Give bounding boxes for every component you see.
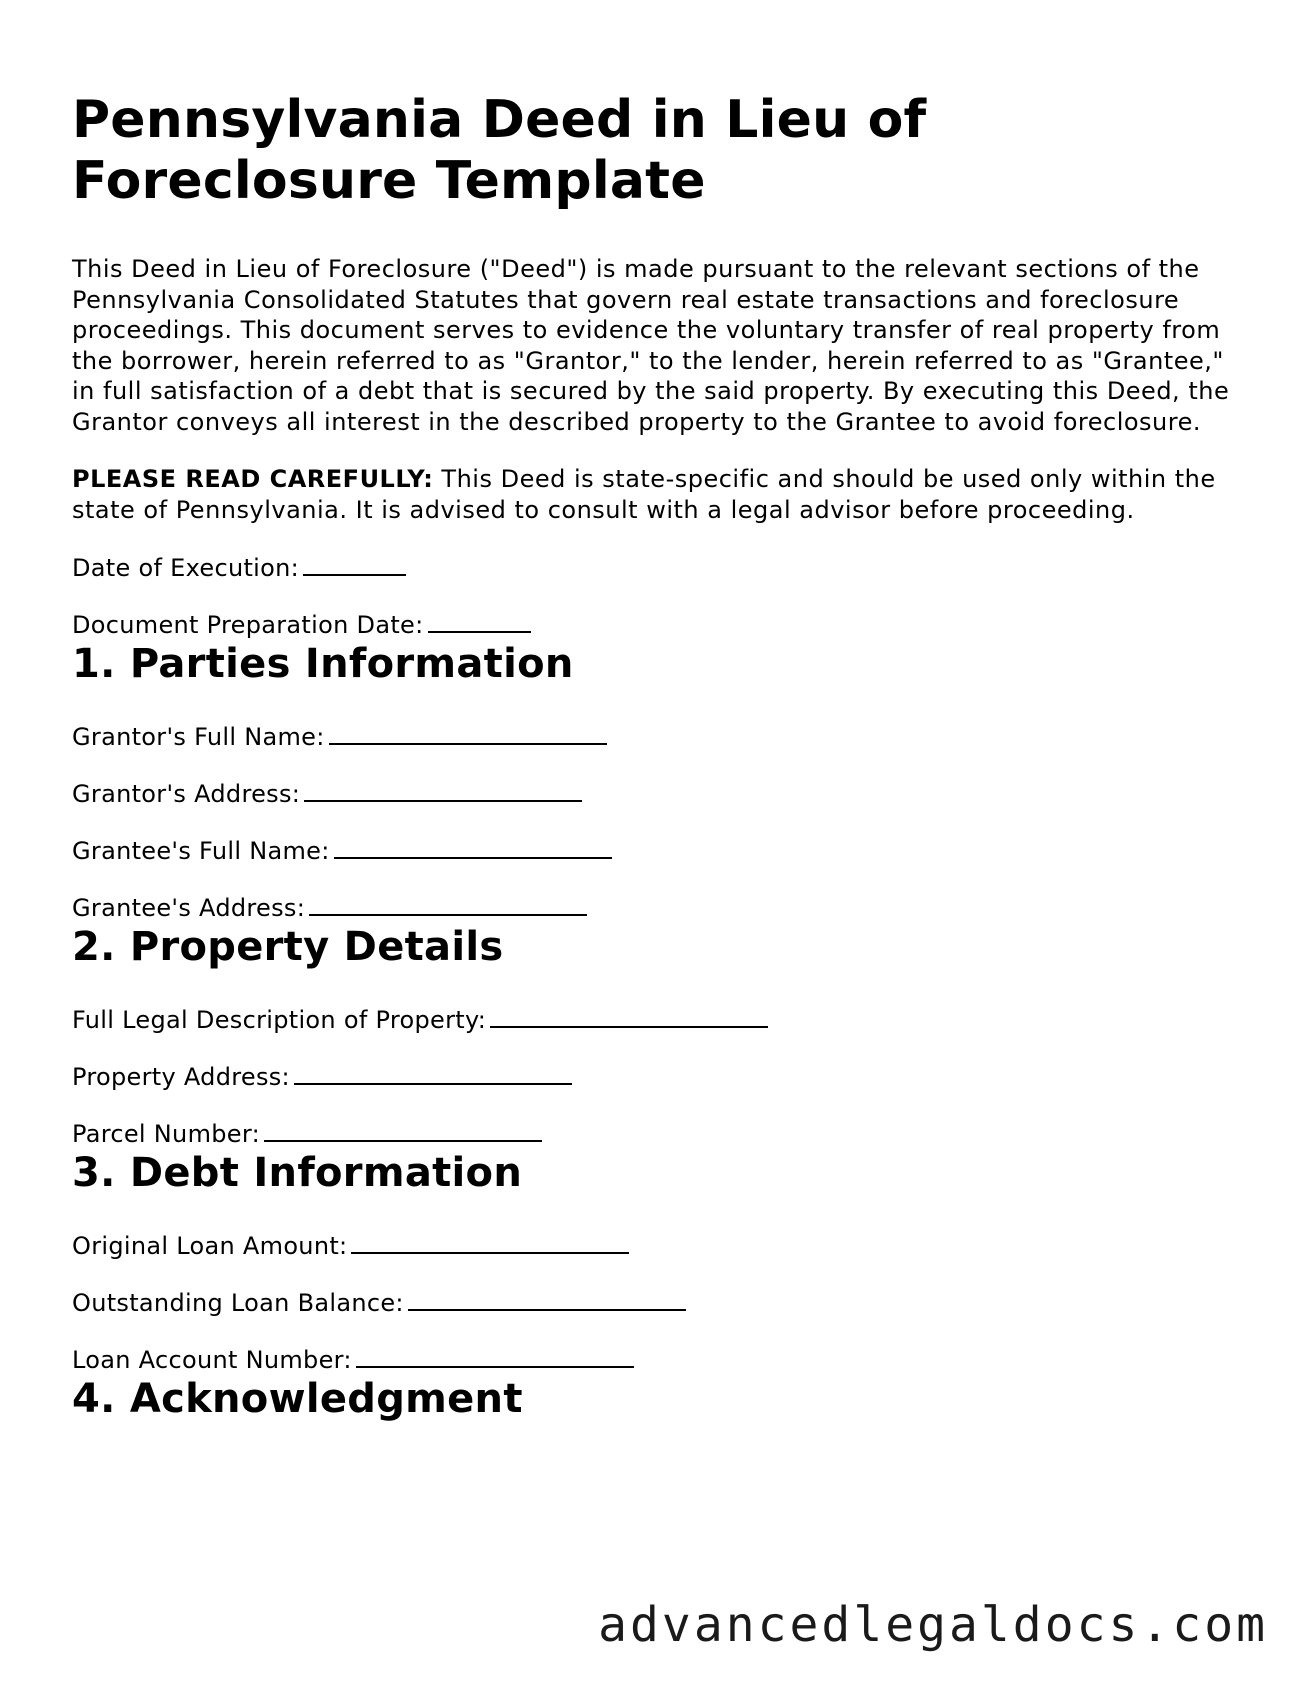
legal-description-field[interactable] [72, 1004, 1242, 1035]
grantee-name-label: Grantee's Full Name: [72, 837, 330, 865]
grantor-address-label: Grantor's Address: [72, 780, 301, 808]
preparation-date-label: Document Preparation Date: [72, 611, 424, 639]
notice-text: This Deed is state-specific and should be used only within the state of Pennsylvania. It is advised to consult with a legal advisor before proceeding. [72, 465, 1216, 524]
grantee-name-field[interactable] [72, 835, 1242, 866]
document-page [72, 90, 1242, 1423]
legal-description-blank[interactable] [490, 1004, 768, 1028]
grantor-address-field[interactable] [72, 778, 1242, 809]
notice-paragraph [72, 464, 1237, 525]
grantee-address-label: Grantee's Address: [72, 894, 306, 922]
property-address-label: Property Address: [72, 1063, 290, 1091]
intro-paragraph: This Deed in Lieu of Foreclosure ("Deed") is made pursuant to the relevant sections of the Pennsylvania Consolidated Statutes that govern real estate transactions and foreclosure proceedings. This document serves to evidence the voluntary transfer of real property from the borrower, herein referred to as "Grantor," to the lender, herein referred to as "Grantee," in full satisfaction of a debt that is secured by the said property. By executing this Deed, the Grantor conveys all interest in the described property to the Grantee to avoid foreclosure. [72, 255, 1230, 436]
grantee-address-blank[interactable] [309, 892, 587, 916]
date-of-execution-label: Date of Execution: [72, 554, 300, 582]
parcel-number-label: Parcel Number: [72, 1120, 260, 1148]
parcel-number-field[interactable] [72, 1118, 1242, 1149]
loan-account-number-blank[interactable] [356, 1344, 634, 1368]
legal-description-label: Full Legal Description of Property: [72, 1006, 487, 1034]
grantee-name-blank[interactable] [334, 835, 612, 859]
original-loan-amount-field[interactable] [72, 1230, 1242, 1261]
grantor-name-label: Grantor's Full Name: [72, 723, 325, 751]
parcel-number-blank[interactable] [264, 1118, 542, 1142]
original-loan-amount-blank[interactable] [351, 1230, 629, 1254]
loan-account-number-field[interactable] [72, 1344, 1242, 1375]
section-title-property: 2. Property Details [72, 924, 504, 970]
document-title: Pennsylvania Deed in Lieu of Foreclosure Template [72, 90, 927, 211]
section-title-parties: 1. Parties Information [72, 641, 574, 687]
outstanding-balance-field[interactable] [72, 1287, 1242, 1318]
notice-label: PLEASE READ CAREFULLY: [72, 465, 434, 493]
loan-account-number-label: Loan Account Number: [72, 1346, 352, 1374]
grantee-address-field[interactable] [72, 892, 1242, 923]
section-title-acknowledgment: 4. Acknowledgment [72, 1376, 523, 1422]
date-of-execution-blank[interactable] [303, 552, 406, 576]
preparation-date-blank[interactable] [428, 609, 531, 633]
section-title-debt: 3. Debt Information [72, 1150, 523, 1196]
outstanding-balance-label: Outstanding Loan Balance: [72, 1289, 404, 1317]
property-address-blank[interactable] [294, 1061, 572, 1085]
preparation-date-field[interactable] [72, 609, 1242, 640]
date-of-execution-field[interactable] [72, 552, 1242, 583]
watermark: advancedlegaldocs.com [598, 1597, 1268, 1653]
outstanding-balance-blank[interactable] [408, 1287, 686, 1311]
grantor-address-blank[interactable] [304, 778, 582, 802]
grantor-name-field[interactable] [72, 721, 1242, 752]
grantor-name-blank[interactable] [329, 721, 607, 745]
property-address-field[interactable] [72, 1061, 1242, 1092]
original-loan-amount-label: Original Loan Amount: [72, 1232, 348, 1260]
